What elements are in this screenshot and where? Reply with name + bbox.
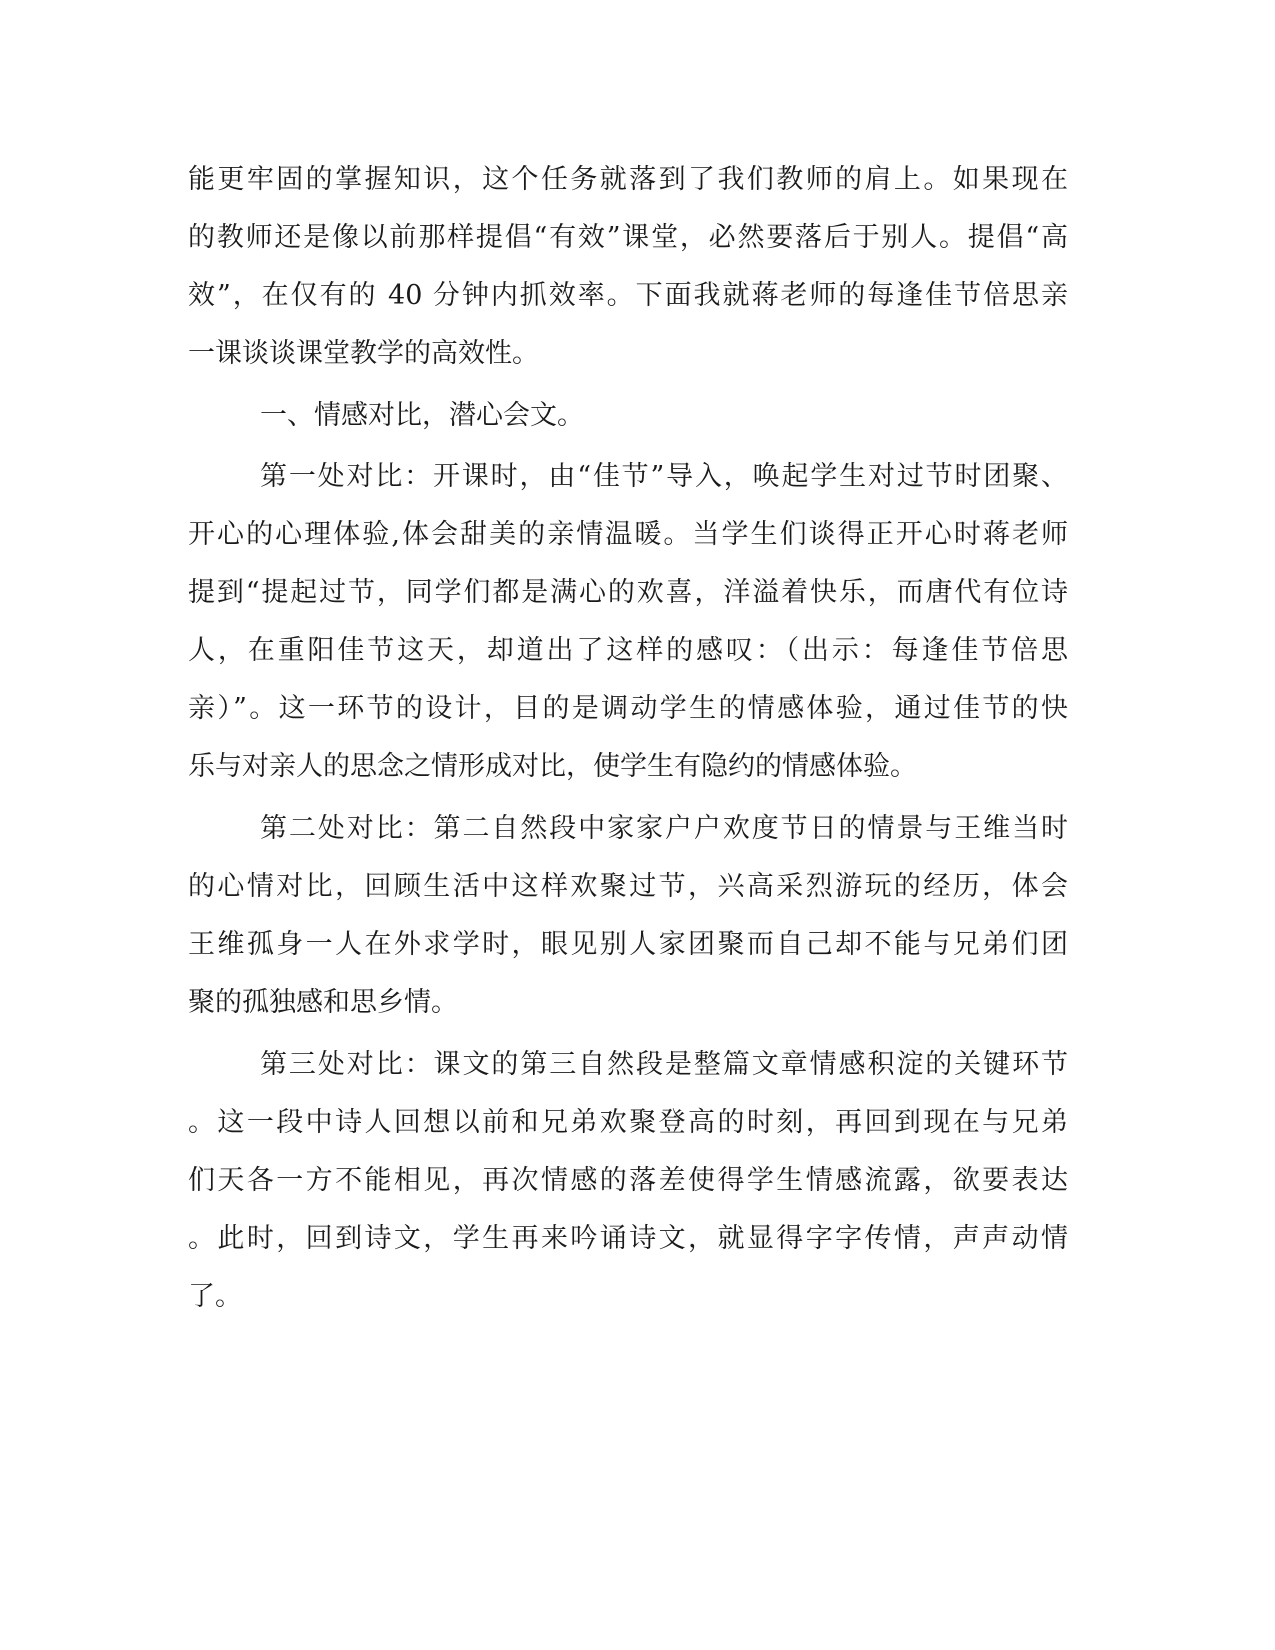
text-line: 的心情对比，回顾生活中这样欢聚过节，兴高采烈游玩的经历，体会 [188,871,1068,902]
text-line: 第二处对比：第二自然段中家家户户欢度节日的情景与王维当时 [260,813,1068,844]
text-line: 第一处对比：开课时，由“佳节”导入，唤起学生对过节时团聚、 [260,461,1068,492]
section-heading: 一、情感对比，潜心会文。 [260,400,584,431]
text-line: 亲）”。这一环节的设计，目的是调动学生的情感体验，通过佳节的快 [188,693,1068,724]
text-line: 聚的孤独感和思乡情。 [188,987,458,1018]
text-line: 人，在重阳佳节这天，却道出了这样的感叹：（出示：每逢佳节倍思 [188,635,1068,666]
text-line: 。此时，回到诗文，学生再来吟诵诗文，就显得字字传情，声声动情 [188,1223,1068,1254]
text-line: 王维孤身一人在外求学时，眼见别人家团聚而自己却不能与兄弟们团 [188,929,1068,960]
text-line: 。这一段中诗人回想以前和兄弟欢聚登高的时刻，再回到现在与兄弟 [188,1107,1068,1138]
text-line: 开心的心理体验,体会甜美的亲情温暖。当学生们谈得正开心时蒋老师 [188,519,1068,550]
text-line: 们天各一方不能相见，再次情感的落差使得学生情感流露，欲要表达 [188,1165,1068,1196]
text-line: 的教师还是像以前那样提倡“有效”课堂，必然要落后于别人。提倡“高 [188,222,1068,253]
text-line: 效”，在仅有的 40 分钟内抓效率。下面我就蒋老师的每逢佳节倍思亲 [188,280,1068,311]
text-line: 了。 [188,1281,242,1312]
text-line: 提到“提起过节，同学们都是满心的欢喜，洋溢着快乐，而唐代有位诗 [188,577,1068,608]
text-line: 一课谈谈课堂教学的高效性。 [188,338,539,369]
text-line: 能更牢固的掌握知识，这个任务就落到了我们教师的肩上。如果现在 [188,164,1068,195]
text-line: 乐与对亲人的思念之情形成对比，使学生有隐约的情感体验。 [188,751,917,782]
text-line: 第三处对比：课文的第三自然段是整篇文章情感积淀的关键环节 [260,1049,1068,1080]
